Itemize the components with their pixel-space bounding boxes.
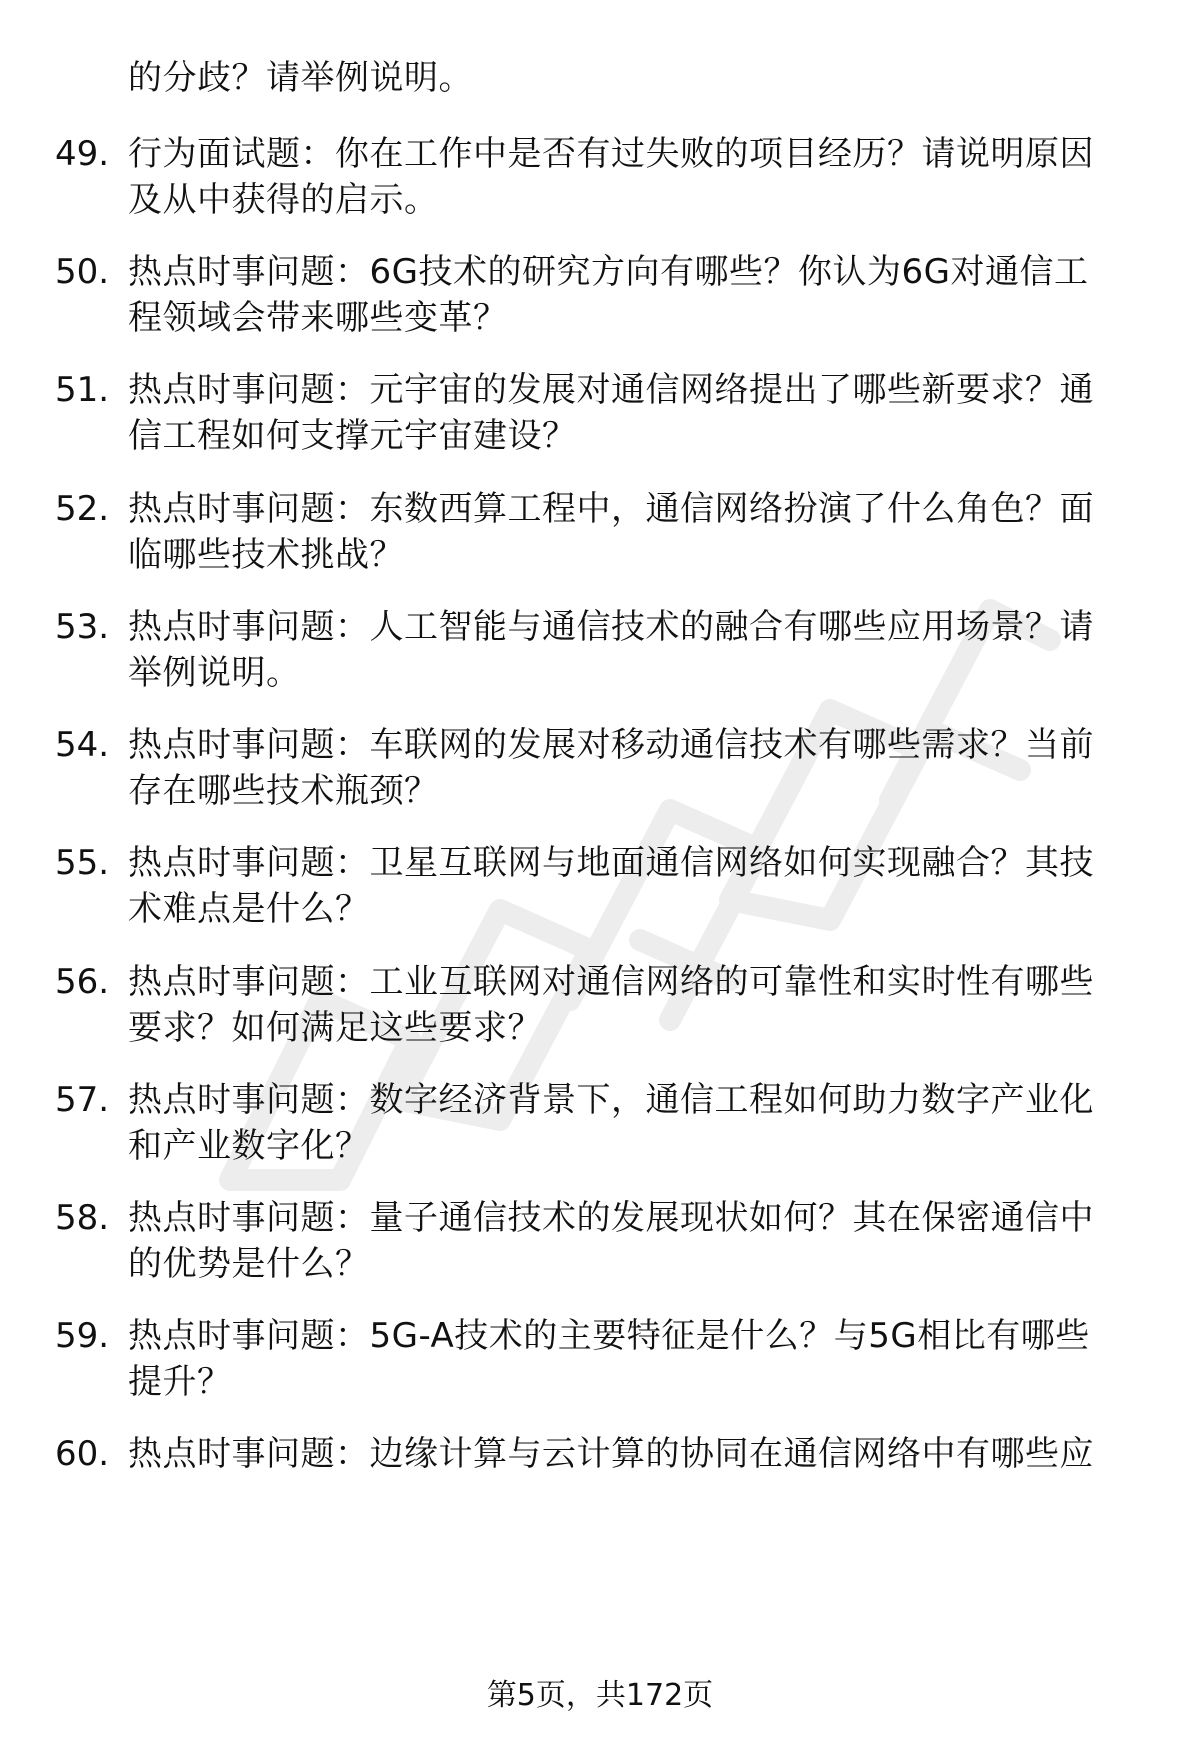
question-number: 51.: [55, 370, 110, 410]
question-text-line1: 热点时事问题：数字经济背景下，通信工程如何助力数字产业化: [128, 1080, 1094, 1120]
question-number: 54.: [55, 725, 110, 765]
continuation-line: 的分歧？请举例说明。: [128, 58, 473, 98]
question-text-line1: 热点时事问题：边缘计算与云计算的协同在通信网络中有哪些应: [128, 1434, 1094, 1474]
question-number: 49.: [55, 134, 110, 174]
question-number: 53.: [55, 607, 110, 647]
question-text-line1: 热点时事问题：车联网的发展对移动通信技术有哪些需求？当前: [128, 725, 1094, 765]
question-text-line2: 程领域会带来哪些变革？: [128, 298, 508, 338]
question-text-line2: 临哪些技术挑战？: [128, 535, 404, 575]
question-number: 50.: [55, 252, 110, 292]
question-text-line2: 提升？: [128, 1362, 232, 1402]
question-text-line2: 及从中获得的启示。: [128, 180, 439, 220]
question-text-line2: 要求？如何满足这些要求？: [128, 1008, 542, 1048]
question-text-line2: 举例说明。: [128, 653, 301, 693]
question-text-line1: 热点时事问题：卫星互联网与地面通信网络如何实现融合？其技: [128, 843, 1094, 883]
question-text-line1: 热点时事问题：量子通信技术的发展现状如何？其在保密通信中: [128, 1198, 1094, 1238]
question-text-line1: 热点时事问题：元宇宙的发展对通信网络提出了哪些新要求？通: [128, 370, 1094, 410]
question-text-line2: 的优势是什么？: [128, 1244, 370, 1284]
question-text-line1: 热点时事问题：人工智能与通信技术的融合有哪些应用场景？请: [128, 607, 1094, 647]
question-text-line1: 热点时事问题：东数西算工程中，通信网络扮演了什么角色？面: [128, 489, 1094, 529]
question-text-line1: 热点时事问题：6G技术的研究方向有哪些？你认为6G对通信工: [128, 252, 1089, 292]
question-number: 58.: [55, 1198, 110, 1238]
question-text-line2: 和产业数字化？: [128, 1126, 370, 1166]
question-text-line1: 行为面试题：你在工作中是否有过失败的项目经历？请说明原因: [128, 134, 1094, 174]
question-text-line2: 信工程如何支撑元宇宙建设？: [128, 416, 577, 456]
page-number-footer: 第5页，共172页: [486, 1678, 714, 1713]
question-number: 56.: [55, 962, 110, 1002]
question-text-line2: 术难点是什么？: [128, 889, 370, 929]
question-number: 52.: [55, 489, 110, 529]
question-number: 57.: [55, 1080, 110, 1120]
question-text-line1: 热点时事问题：5G-A技术的主要特征是什么？与5G相比有哪些: [128, 1316, 1090, 1356]
question-number: 55.: [55, 843, 110, 883]
question-number: 60.: [55, 1434, 110, 1474]
question-text-line1: 热点时事问题：工业互联网对通信网络的可靠性和实时性有哪些: [128, 962, 1094, 1002]
question-number: 59.: [55, 1316, 110, 1356]
question-text-line2: 存在哪些技术瓶颈？: [128, 771, 439, 811]
